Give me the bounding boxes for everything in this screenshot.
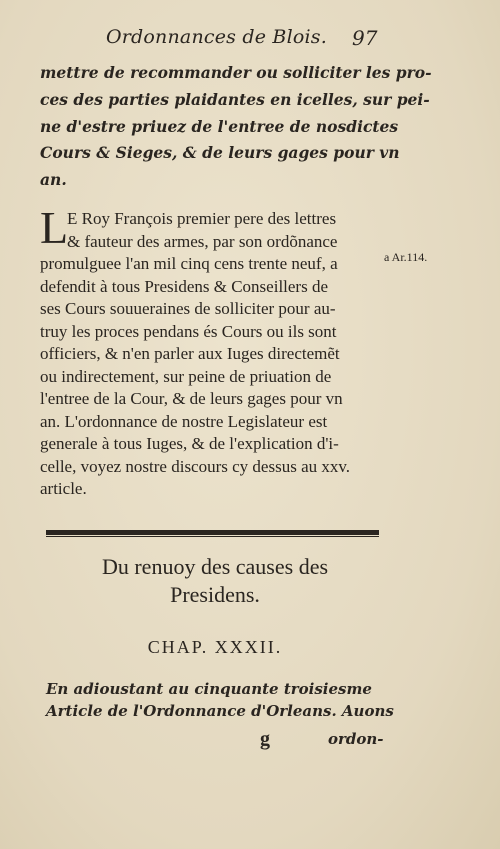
section-rule-thin [46, 536, 379, 537]
text-line: l'entree de la Cour, & de leurs gages pour vn [40, 389, 343, 408]
text-line: En adioustant au cinquante troisiesme [46, 680, 372, 698]
chapter-number: CHAP. XXXII. [147, 637, 283, 657]
text-line: ces des parties plaidantes en icelles, sur pei- [40, 89, 430, 109]
chapter-title [40, 553, 390, 609]
running-head: Ordonnances de Blois. [106, 26, 327, 48]
section-rule [46, 530, 379, 535]
chapter-summary [46, 678, 394, 722]
text-line: generale à tous Iuges, & de l'explication d'i- [40, 434, 339, 453]
text-line: Cours & Sieges, & de leurs gages pour vn [40, 143, 400, 163]
chapter-title-line: Du renuoy des causes des [101, 554, 329, 579]
signature-mark: g [260, 728, 270, 750]
text-line: article. [40, 479, 87, 498]
text-line: an. [40, 170, 67, 190]
text-line: an. L'ordonnance de nostre Legislateur est [40, 411, 328, 431]
text-line: officiers, & n'en parler aux Iuges directemẽt [40, 344, 340, 363]
text-line: ne d'estre priuez de l'entree de nosdictes [40, 116, 399, 136]
catchword: ordon- [328, 730, 384, 748]
text-line: Article de l'Ordonnance d'Orleans. Auons [46, 702, 394, 720]
margin-note: a Ar.114. [384, 250, 428, 264]
text-line: truy les proces pendans és Cours ou ils sont [40, 321, 337, 341]
text-line: defendit à tous Presidens & Conseillers de [40, 276, 329, 296]
body-paragraph [40, 208, 390, 501]
text-line: E Roy François premier pere des lettres [67, 209, 337, 228]
drop-cap: L [40, 202, 69, 253]
text-line: celle, voyez nostre discours cy dessus au xxv. [40, 456, 351, 476]
text-line: & fauteur des armes, par son ordõnance [67, 231, 338, 251]
text-line: ou indirectement, sur peine de priuation de [40, 366, 332, 386]
text-line: promulguee l'an mil cinq cens trente neuf, a [40, 254, 338, 273]
chapter-title-line: Presidens. [170, 582, 260, 607]
text-line: mettre de recommander ou solliciter les pro- [40, 63, 432, 82]
italic-passage [40, 60, 432, 194]
page-number: 97 [352, 26, 378, 50]
text-line: ses Cours souueraines de solliciter pour au- [40, 299, 336, 318]
